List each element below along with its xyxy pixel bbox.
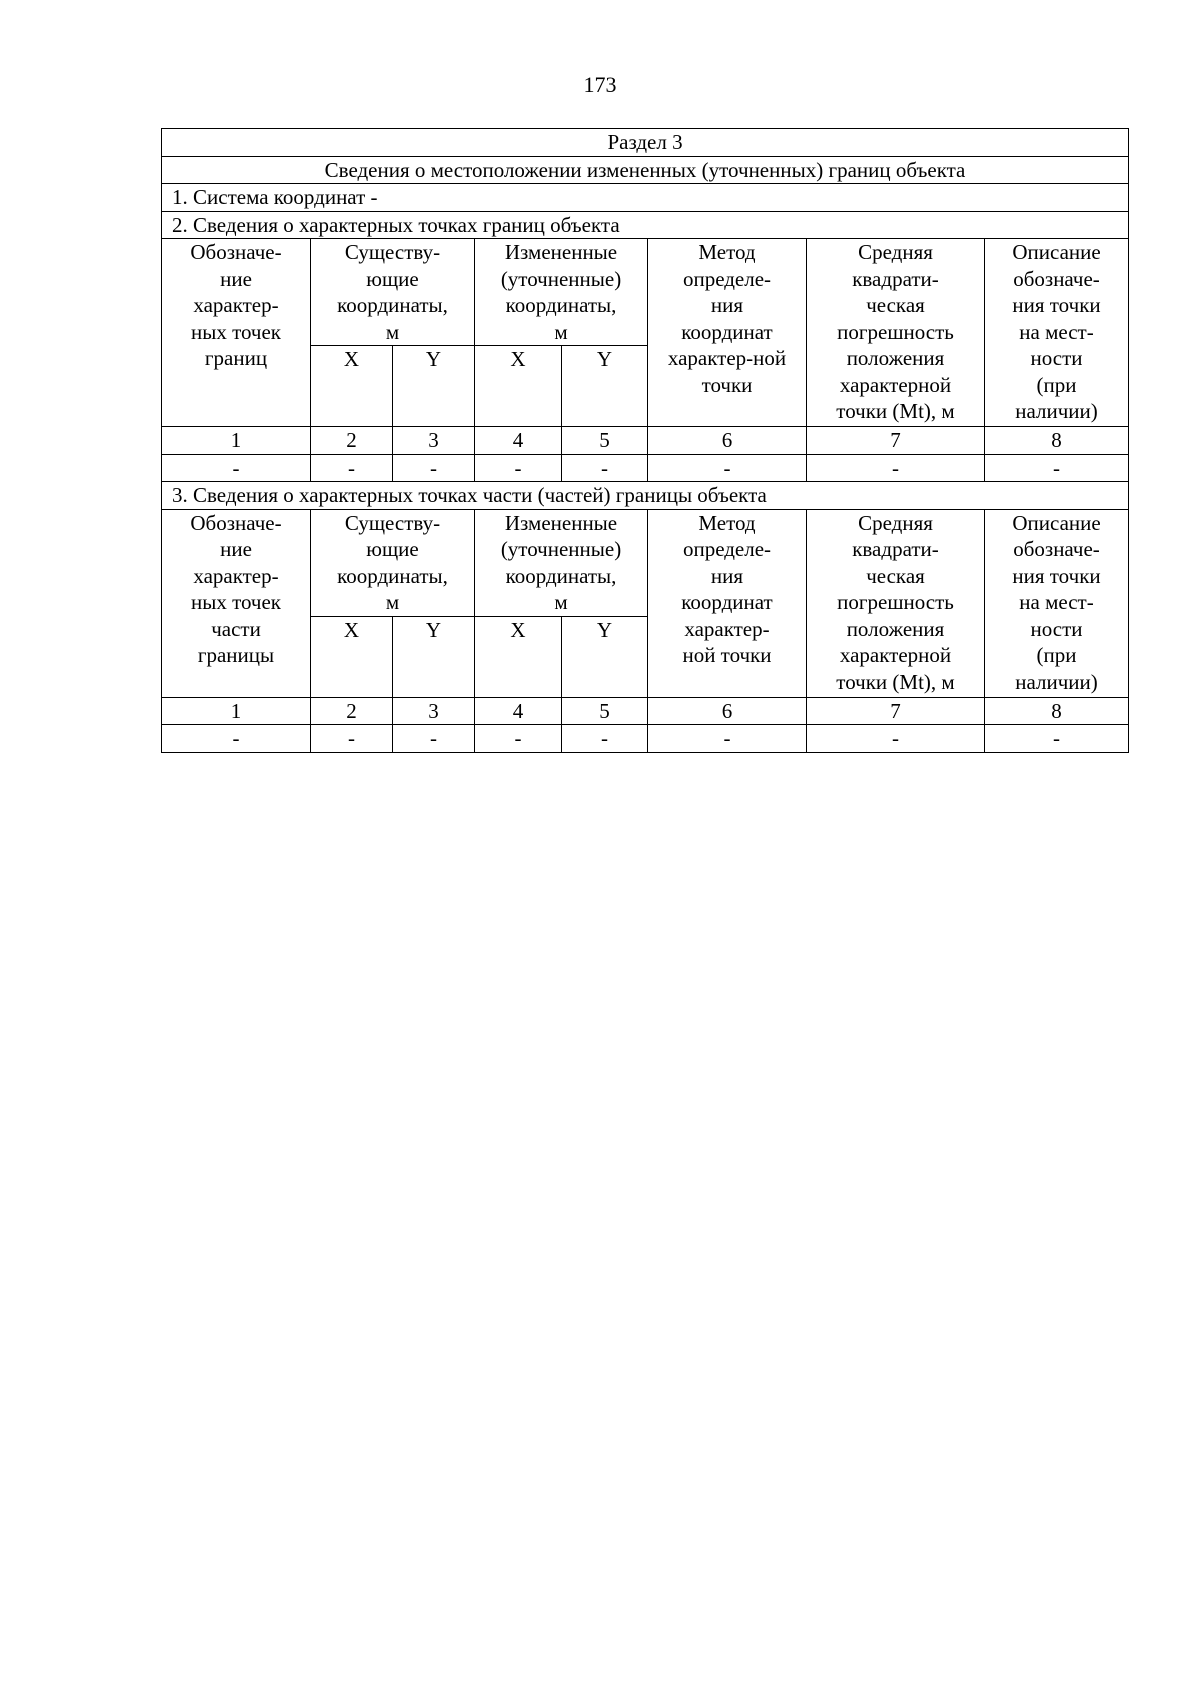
- table1-cell-1: -: [162, 454, 311, 482]
- table1-num-5: 5: [562, 427, 648, 455]
- table1-header-method: Метод определе- ния координат характер-ной точки: [648, 239, 807, 427]
- section-title: Раздел 3: [162, 129, 1129, 157]
- table1-title: 2. Сведения о характерных точках границ объекта: [162, 211, 1129, 239]
- table2-header-changed: Измененные (уточненные) координаты, м: [475, 509, 648, 616]
- table1-header-error: Средняя квадрати- ческая погрешность положения характерной точки (Mt), м: [807, 239, 985, 427]
- table2-title-row: [162, 482, 1129, 510]
- table1-num-4: 4: [475, 427, 562, 455]
- table1-cell-4: -: [475, 454, 562, 482]
- table1-header-y-existing: Y: [393, 346, 475, 427]
- table2-header-description: Описание обозначе- ния точки на мест- ности (при наличии): [985, 509, 1129, 697]
- table1-header-existing: Существу- ющие координаты, м: [311, 239, 475, 346]
- table2-num-2: 2: [311, 697, 393, 725]
- table1-header-description: Описание обозначе- ния точки на мест- ности (при наличии): [985, 239, 1129, 427]
- table1-num-3: 3: [393, 427, 475, 455]
- table1-cell-3: -: [393, 454, 475, 482]
- table1-header-x-changed: X: [475, 346, 562, 427]
- table2-data-row: [162, 725, 1129, 753]
- table2-num-1: 1: [162, 697, 311, 725]
- table2-header-method: Метод определе- ния координат характер- ной точки: [648, 509, 807, 697]
- table2-header-y-changed: Y: [562, 616, 648, 697]
- table1-cell-6: -: [648, 454, 807, 482]
- table2-num-8: 8: [985, 697, 1129, 725]
- table2-cell-4: -: [475, 725, 562, 753]
- section-3-table: [161, 128, 1129, 753]
- table2-header-y-existing: Y: [393, 616, 475, 697]
- table2-num-7: 7: [807, 697, 985, 725]
- table1-cell-5: -: [562, 454, 648, 482]
- section-subtitle: Сведения о местоположении измененных (уточненных) границ объекта: [162, 156, 1129, 184]
- table1-header-designation: Обозначе- ние характер- ных точек границ: [162, 239, 311, 427]
- section-title-row: [162, 129, 1129, 157]
- table1-cell-7: -: [807, 454, 985, 482]
- table2-header-existing: Существу- ющие координаты, м: [311, 509, 475, 616]
- table2-header-x-changed: X: [475, 616, 562, 697]
- table2-cell-2: -: [311, 725, 393, 753]
- table1-num-6: 6: [648, 427, 807, 455]
- table1-cell-8: -: [985, 454, 1129, 482]
- table2-header-x-existing: X: [311, 616, 393, 697]
- table1-cell-2: -: [311, 454, 393, 482]
- table1-num-1: 1: [162, 427, 311, 455]
- table1-num-7: 7: [807, 427, 985, 455]
- table1-data-row: [162, 454, 1129, 482]
- table2-cell-8: -: [985, 725, 1129, 753]
- table2-cell-6: -: [648, 725, 807, 753]
- table2-num-5: 5: [562, 697, 648, 725]
- table2-number-row: [162, 697, 1129, 725]
- table2-num-3: 3: [393, 697, 475, 725]
- table1-header-row: [162, 239, 1129, 346]
- table2-num-6: 6: [648, 697, 807, 725]
- table2-title: 3. Сведения о характерных точках части (частей) границы объекта: [162, 482, 1129, 510]
- table2-header-error: Средняя квадрати- ческая погрешность положения характерной точки (Mt), м: [807, 509, 985, 697]
- table2-cell-3: -: [393, 725, 475, 753]
- table1-header-changed: Измененные (уточненные) координаты, м: [475, 239, 648, 346]
- table1-title-row: [162, 211, 1129, 239]
- table1-header-x-existing: X: [311, 346, 393, 427]
- coordinate-system: 1. Система координат -: [162, 184, 1129, 212]
- coordinate-system-row: [162, 184, 1129, 212]
- page-number: 173: [583, 72, 617, 97]
- table2-header-designation: Обозначе- ние характер- ных точек части границы: [162, 509, 311, 697]
- table1-number-row: [162, 427, 1129, 455]
- table2-cell-1: -: [162, 725, 311, 753]
- table2-header-row: [162, 509, 1129, 616]
- table1-header-y-changed: Y: [562, 346, 648, 427]
- table2-num-4: 4: [475, 697, 562, 725]
- section-subtitle-row: [162, 156, 1129, 184]
- table1-num-2: 2: [311, 427, 393, 455]
- table2-cell-5: -: [562, 725, 648, 753]
- table1-num-8: 8: [985, 427, 1129, 455]
- table2-cell-7: -: [807, 725, 985, 753]
